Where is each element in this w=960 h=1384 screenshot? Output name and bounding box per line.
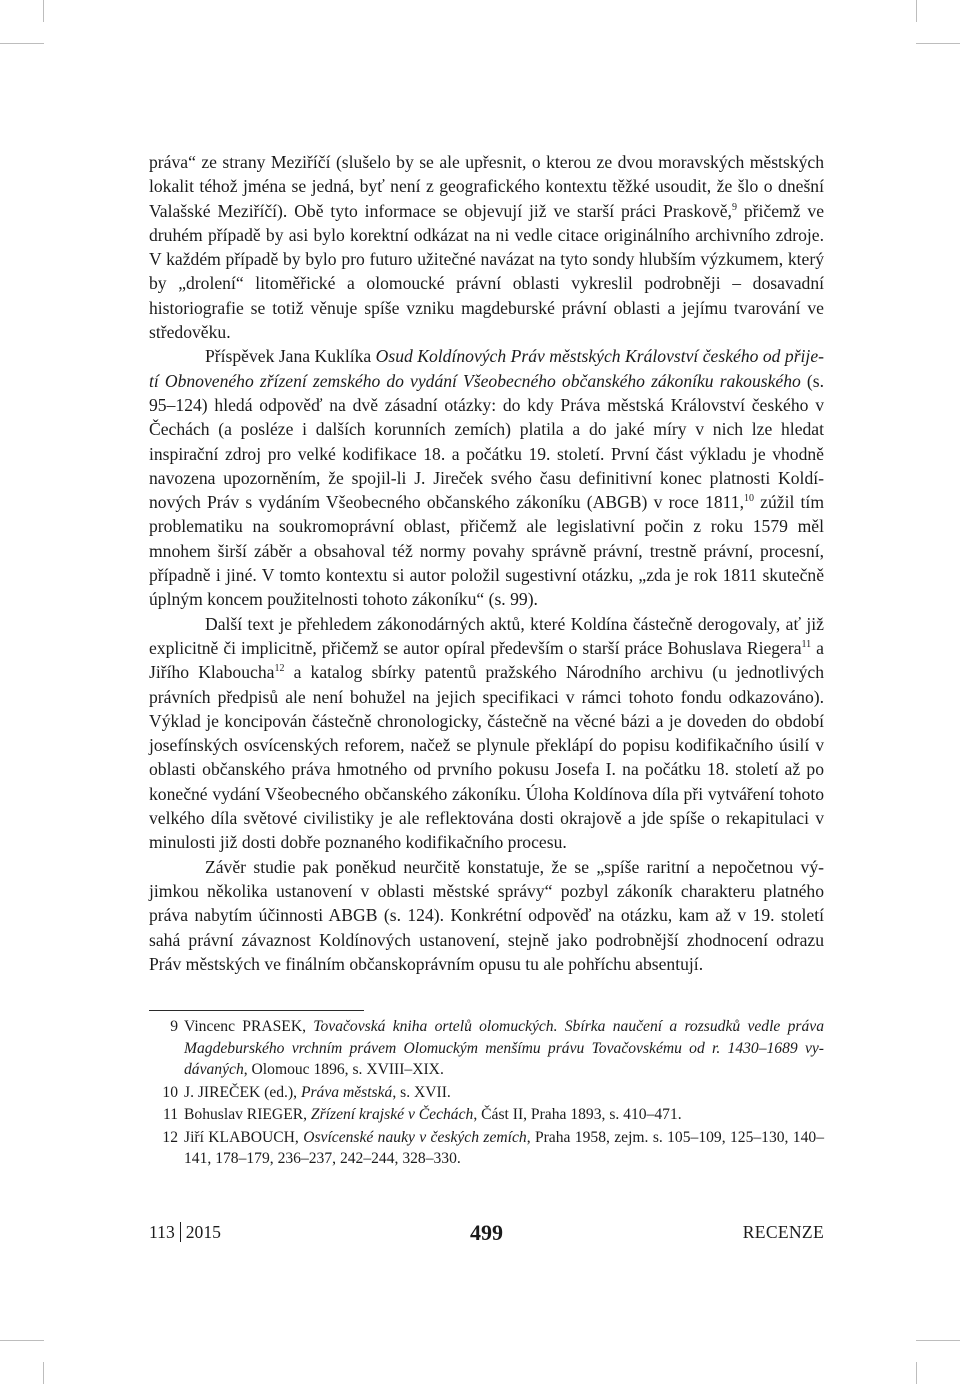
- footnote-number: 10: [162, 1083, 178, 1101]
- footnote-ref: 10: [743, 493, 754, 505]
- text-run: zúžil tím problematiku na soukromoprávní oblast, přičemž ale legislativní počin z roku 1579 měl mnohem širší záběr a obsahoval též normy povahy správně právní, trestně právní, procesní, případně i jiné. V tomto kontextu si autor položil sugestivní otázku, „zda je rok 1811 skutečně úplným koncem použitelnosti tohoto zákoníku“ (s. 99).: [149, 492, 825, 610]
- footnotes: [149, 1016, 824, 1171]
- italic-title: Zřízení krajské v Čechách: [310, 1106, 474, 1123]
- footnote-rule: [149, 1010, 364, 1011]
- text-run: , Olomouc 1896, s. XVIII–XIX.: [243, 1061, 444, 1078]
- text-run: Další text je přehledem zákonodárných aktů, které Koldína částečně derogovaly, ať již explicitně či implicitně, přičemž se autor opíral především o starší práce Bohuslava Riegera: [149, 613, 824, 658]
- crop-mark: [0, 43, 44, 44]
- footnote: [149, 1016, 824, 1081]
- page-footer: [149, 1218, 824, 1248]
- italic-title: Osvícenské nauky v českých zemích: [303, 1128, 527, 1146]
- crop-mark: [916, 43, 960, 44]
- footnote-text: [178, 1016, 824, 1081]
- text-run: (s. 95–124) hledá odpověď na dvě zásadní otázky: do kdy Práva městská Království českého v Čechách (a posléze i dalších korunních zemích) platila a do jaké míry v nich lze hledat inspirační zdroj pro velké kodifikace 18. a počátku 19. století. První část výkladu je vhodně navozena upozorněním, že spojil-li J. Jireček svého času definitivní konec platnosti Koldínových Práv s vydáním Všeobecného občanského zákoníku (ABGB) v roce 1811,: [149, 370, 824, 513]
- text-run: , Část II, Praha 1893, s. 410–471.: [473, 1106, 682, 1123]
- footnote-number: 11: [162, 1106, 178, 1123]
- text-run: přičemž ve druhém případě by asi bylo korektní odkázat na ni vedle citace originálního archivního zdroje. V každém případě by bylo pro futuro užitečné navázat na tyto sondy hlubším výzkumem, který by „drolení“ litoměřické a olomoucké právní oblasti vykreslil podrobněji – dosavadní historiografie se totiž věnuje spíše vzniku magdeburské právní oblasti a jejímu tvarování ve středověku.: [149, 200, 825, 343]
- text-run: a katalog sbírky patentů pražského Národního archivu (u jednotlivých právních předpisů ale není bohužel na jejich specifikaci v rámci tohoto fondu odkazováno). Výklad je koncipován částečně chronologicky, částečně na věcné bázi a je doveden do období josefínských osvícenských reforem, načež se plynule překlápí do popisu kodifikačního úsilí v oblasti občanského práva hmotného od prvního pokusu Josefa I. na počátku 18. století až po konečné vydání Všeobecného občanského zákoníku. Úloha Koldínova díla při vytváření tohoto velkého díla světové civilistiky je ale reflektována dosti okrajově a jde spíše o rekapitulaci v minulosti již dosti dobře poznaného kodifikačního procesu.: [149, 662, 824, 853]
- italic-title: Tovačovská kniha ortelů olomuckých. Sbírka naučení a rozsudků vedle práva Magdeburského vrchním právem Olomuckým menšímu právu Tovačovskému od r. 1430–1689 vydávaných: [184, 1018, 824, 1078]
- page-number: 499: [470, 1220, 503, 1245]
- text-run: , s. XVII.: [392, 1083, 451, 1101]
- crop-mark: [916, 1340, 960, 1341]
- paragraph: [149, 344, 824, 611]
- footnote-number: 9: [170, 1018, 178, 1035]
- footnote: [149, 1082, 824, 1104]
- year: 2015: [185, 1222, 221, 1242]
- volume-number: 113: [149, 1222, 175, 1242]
- footnote-text: [178, 1082, 824, 1104]
- footnote-ref: 11: [801, 638, 812, 650]
- text-run: Jiří KLABOUCH,: [184, 1128, 304, 1146]
- text-run: Příspěvek Jana Kuklíka: [205, 346, 376, 367]
- crop-mark: [916, 1362, 917, 1384]
- paragraph: [149, 612, 824, 855]
- text-run: Závěr studie pak poněkud neurčitě konstatuje, že se „spíše raritní a nepočetnou výjimkou několika ustanovení v oblasti městské správy“ pozbyl zákoník charakteru platného práva nabytím účinnosti ABGB (s. 124). Konkrétní odpověď na otázku, kam až v 19. století sahá právní závaznost Koldínových ustanovení, stejně jako podrobnější zhodnocení odrazu Práv městských ve finálním občanskoprávním opusu tu ale pohříchu absentují.: [149, 856, 824, 974]
- text-run: J. JIREČEK (ed.),: [184, 1083, 301, 1101]
- text-run: a Jiřího Klaboucha: [149, 637, 824, 683]
- paragraph: [149, 150, 824, 344]
- footnote-text: [178, 1104, 824, 1126]
- text-run: Vincenc PRASEK,: [184, 1018, 314, 1035]
- crop-mark: [43, 0, 44, 22]
- text-run: práva“ ze strany Meziříčí (slušelo by se ale upřesnit, o kterou ze dvou moravských městských lokalit téhož jména se jedná, byť není z geografického kontextu těžké usoudit, že šlo o dnešní Valašské Meziříčí). Obě tyto informace se objevují již ve starší práci Praskově,: [149, 152, 824, 221]
- paragraph: [149, 855, 824, 976]
- footnote: [149, 1104, 824, 1126]
- crop-mark: [0, 1340, 44, 1341]
- text-run: , Praha 1958, zejm. s. 105–109, 125–130, 140–141, 178–179, 236–237, 242–244, 328–330.: [184, 1128, 824, 1167]
- main-text: [149, 150, 824, 976]
- italic-title: Práva městská: [300, 1083, 393, 1101]
- crop-mark: [43, 1362, 44, 1384]
- footnote-ref: 9: [731, 201, 737, 213]
- footnote: [149, 1127, 824, 1170]
- footnote-ref: 12: [274, 663, 285, 675]
- italic-title: Osud Koldínových Práv městských Království českého od přijetí Obnoveného zřízení zemského do vydání Všeobecného občanského zákoníku rakouského: [149, 346, 824, 391]
- text-run: Bohuslav RIEGER,: [184, 1106, 311, 1123]
- section-name: RECENZE: [742, 1222, 824, 1242]
- crop-mark: [916, 0, 917, 22]
- footnote-text: [178, 1127, 824, 1170]
- footnote-number: 12: [162, 1128, 178, 1146]
